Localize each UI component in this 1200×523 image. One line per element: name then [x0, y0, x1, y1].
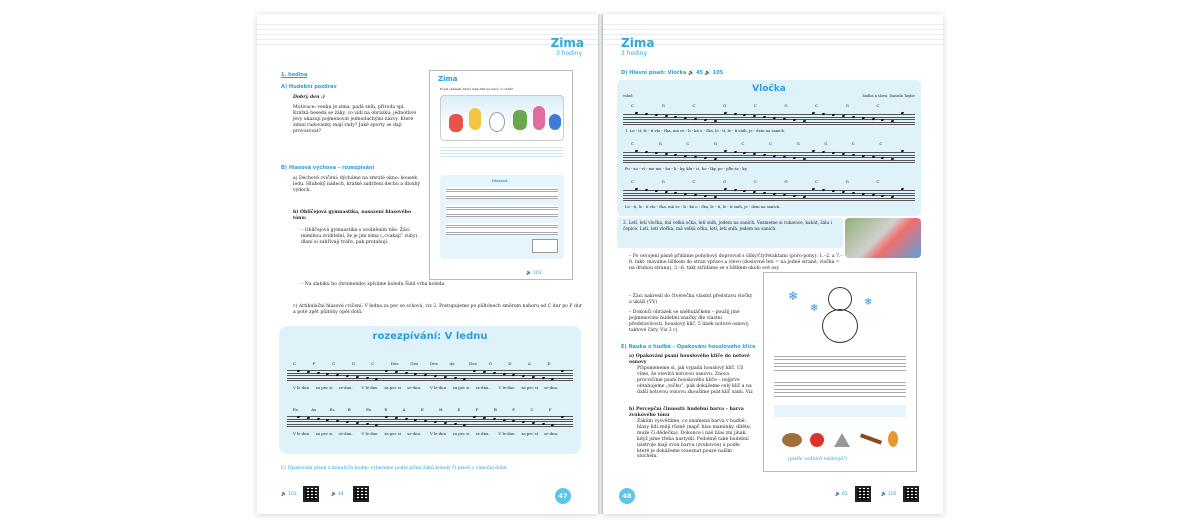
audio-number: 44 — [338, 492, 344, 497]
movement-bullet: – Po osvojení písně přidáme pohybový doprovod s úšky/čtyřetaktami (poro-pony): 1.–2. a 7.–8. takt: máváme lištkem do stran vpravo a vlevo (doslovně letí = na jedné straně, vločka = na druhou stranu), 3.–6. takt střídáme se s lištkem okolo své osy — [629, 254, 843, 271]
lyric-syllable: se-dnu. — [338, 431, 353, 436]
chord-symbol: C — [371, 361, 375, 366]
lyric-syllable: za pec si — [384, 431, 401, 436]
lyric-syllable: za pec si — [521, 431, 538, 436]
chord-symbol: G — [845, 103, 849, 108]
section-d-label: D) Hlavní píseň: Vločka — [621, 70, 687, 76]
lyric-syllable: V le-dnu — [361, 385, 378, 390]
audio-number[interactable]: 105 — [712, 70, 724, 76]
lyric-syllable: se-dnu. — [475, 385, 490, 390]
section-a-heading: A) Hudební pozdrav — [281, 84, 337, 90]
warmup-panel — [279, 326, 581, 454]
chord-symbol: C — [876, 179, 880, 184]
chord-symbol: A — [527, 361, 531, 366]
snowman-head — [828, 287, 852, 311]
worksheet-caption: (podle vodních nástrojů?) — [788, 457, 848, 462]
chord-symbol: C — [879, 141, 883, 146]
workbook-inset — [429, 70, 573, 280]
chord-symbol: G — [661, 179, 665, 184]
lyric-syllable: V le-dnu — [498, 385, 515, 390]
song-lyrics-2: Po - su - ví - me mu - hu - li - ky, klu - ci, ho - lky, po - jďte ta - ky. — [625, 166, 748, 171]
clef-heading: a) Opakování psaní houslového klíče do notové osnovy — [629, 354, 750, 365]
chord-symbol: H — [439, 407, 443, 412]
lyric-syllable: se-dnu. — [338, 385, 353, 390]
qr-code[interactable] — [855, 486, 871, 502]
chord-symbol: A — [402, 407, 406, 412]
chord-symbol: C — [631, 141, 635, 146]
chord-symbol: F — [475, 407, 479, 412]
verse-2-panel — [617, 218, 843, 248]
audio-number: 65 — [842, 492, 848, 497]
chord-symbol: C — [530, 407, 534, 412]
chord-symbol: G — [845, 179, 849, 184]
chord-symbol: G — [351, 361, 355, 366]
sticks-icon — [860, 433, 882, 444]
lesson-heading: 1. hodina — [281, 72, 308, 78]
lyric-syllable: za pec si — [315, 385, 333, 390]
chord-symbol: E — [457, 407, 461, 412]
chord-symbol: As — [449, 361, 455, 366]
chord-symbol: E — [420, 407, 424, 412]
chord-symbol: C — [851, 141, 855, 146]
audio-link-103[interactable]: 🔊 103 — [281, 492, 297, 497]
drawing-bullet: – Žáci nakreslí do čtverečku vlastní představu vločky a ukáží (VV) — [629, 294, 753, 305]
chord-symbol: D — [547, 361, 551, 366]
inset-text-lines — [440, 145, 564, 157]
lyric-syllable: se-dnu. — [544, 385, 559, 390]
song-score-3 — [617, 178, 921, 214]
chord-symbol: C — [631, 179, 635, 184]
left-page — [257, 14, 598, 514]
chord-symbol: C — [876, 103, 880, 108]
lyric-syllable: za pec si — [315, 431, 333, 436]
chord-symbol: C — [769, 141, 773, 146]
chord-symbol: Des — [430, 361, 438, 366]
chord-symbol: F — [312, 361, 316, 366]
decor-photo — [845, 218, 921, 258]
carol-note: – Na slabiku ho (hrumende) zpíváme koledu Šiml vrba koleda — [301, 282, 445, 287]
lyric-syllable: V le-dnu — [293, 385, 310, 390]
lyric-syllable: za pec si — [452, 431, 470, 436]
clef-practice-staff-2 — [774, 379, 906, 397]
song-panel — [617, 80, 921, 216]
chord-symbol: Des — [469, 361, 477, 366]
chord-symbol: C — [815, 103, 819, 108]
section-c-text: C) Opakování písně z minulých hodin: vybereme podle přání žáků koledy či píseň o vánoční době — [281, 466, 507, 471]
chord-symbol: C — [815, 179, 819, 184]
maraca-icon — [810, 433, 824, 447]
greeting-text: Dobrý den :) — [293, 95, 325, 100]
timbre-heading: b) Percepční činnosti: hudební barva – barva zvukového tónu — [629, 407, 744, 418]
articulation-exercise: c) Artikulační hlasové cvičení: V ledna za pec se schová, viz 2. Postupujeme po půltónech směrem nahoru od C dur po F dur a poté zpět půltóny opět dolů. — [293, 304, 583, 315]
audio-number: 103 — [288, 492, 297, 497]
breathing-exercise: a) Dechové cvičení: dýcháme na zmrzlé okno: kousek ledu. Hluboký nádech, krátké zadržení dechu a dlouhý výdech. — [293, 176, 421, 193]
chord-symbol: G — [784, 103, 788, 108]
song-author: hudba a slova: Daniela Taylor — [862, 94, 915, 98]
snowman-body — [822, 309, 858, 343]
triangle-icon — [834, 433, 850, 447]
chord-symbol: F — [548, 407, 552, 412]
chord-symbol: Es — [293, 407, 298, 412]
chord-symbol: C — [741, 141, 745, 146]
song-tempo: volně — [623, 94, 633, 98]
worksheet-inset — [763, 272, 917, 472]
audio-link[interactable]: 🔊 105 — [881, 492, 897, 497]
page-number: 47 — [555, 488, 571, 504]
note-box — [774, 405, 906, 417]
chord-symbol: B — [493, 407, 497, 412]
lyric-syllable: V le-dnu — [293, 431, 310, 436]
timbre-text: Žákům vysvětlíme, co znamená barva v hudbě: hlasy lidí znějí různě (např. hlas maminky, dítěte, muže či dědečka). Dokonce i náš hlas zní jinak, když jsme třeba nastydlí. Podobně také hudební nástroje mají svou barvu (zvukovou) a podle které je dokážeme rozeznat pouze naším sluchem. — [637, 419, 752, 460]
lyric-syllable: se-dnu. — [407, 431, 422, 436]
lyric-syllable: za pec si — [452, 385, 470, 390]
chord-symbol: G — [488, 361, 492, 366]
page-title: Zima — [621, 36, 655, 50]
lyric-syllable: se-dnu. — [407, 385, 422, 390]
snowflake-icon: ❄ — [810, 303, 819, 314]
staff-lines — [287, 416, 573, 426]
chord-symbol: C — [692, 179, 696, 184]
winter-illustration — [440, 95, 564, 141]
chord-symbol: D — [508, 361, 512, 366]
audio-link-44[interactable]: 🔊 44 — [331, 492, 344, 497]
chord-symbol: G — [658, 141, 662, 146]
clef-text: Připomeneme si, jak vypadá houslový klíč. Už víme, že otevírá notovou osnovu. Znova procvičíme psaní houslového klíče – nejprve obtahujeme „tečku“, pak dokážeme celý klíč a na další notovou osnovu zkoušíme psát klíč sami. Viz — [637, 366, 753, 395]
page-subtitle: 3 hodiny — [621, 50, 648, 57]
lyric-syllable: se-dnu. — [475, 431, 490, 436]
face-gym-heading: b) Obličejová gymnastika, nasazení hlasového tónu: — [293, 210, 412, 221]
song-score-1 — [617, 102, 921, 138]
lyric-syllable: za pec si — [384, 385, 401, 390]
chord-symbol: G — [713, 141, 717, 146]
warmup-score-1 — [279, 360, 581, 400]
page-number: 48 — [619, 488, 635, 504]
audio-number[interactable]: 45 — [696, 70, 704, 76]
chord-symbol: C — [686, 141, 690, 146]
section-b-heading: B) Hlasová výchova – rozezpívání — [281, 165, 375, 171]
song-lyrics-1: 1. Le - tí, le - tí vlo - čka, má ve - li - ká o - čka, le - tí, le - tí sníh, je - dem na saních. — [625, 128, 786, 133]
chord-symbol: Ges — [410, 361, 419, 366]
chord-symbol: F — [512, 407, 515, 412]
page-subtitle: 3 hodiny — [555, 50, 582, 57]
snowflake-icon: ❄ — [864, 297, 873, 308]
chord-symbol: C — [293, 361, 297, 366]
staff-lines — [287, 370, 573, 380]
inset-audio-number: 103 — [533, 271, 542, 276]
chord-symbol: G — [784, 179, 788, 184]
chord-symbol: G — [661, 103, 665, 108]
clef-practice-staff-1 — [774, 353, 906, 371]
warmup-title: rozezpívání: V lednu — [372, 331, 488, 342]
page-title: Zima — [550, 36, 584, 50]
drum-icon — [782, 433, 802, 447]
chord-symbol: C — [692, 103, 696, 108]
qr-code[interactable] — [303, 486, 319, 502]
chord-symbol: E — [384, 407, 388, 412]
song-lyrics-3: Le - tí, le - tí vlo - čka, má ve - li - ká o - čka, le - tí, le - tí sníh, je - dem na saních. — [625, 204, 781, 209]
chord-symbol: G — [824, 141, 828, 146]
song-title: Vločka — [752, 84, 786, 94]
chord-symbol: G — [796, 141, 800, 146]
decorative-lines — [257, 20, 598, 64]
audio-link[interactable]: 🔊 65 — [835, 492, 848, 497]
chord-symbol: B — [347, 407, 351, 412]
inset-score-panel — [440, 175, 564, 259]
chord-symbol: As — [311, 407, 317, 412]
chord-symbol: C — [332, 361, 336, 366]
inset-audio-link[interactable]: 🔊 103 — [526, 271, 542, 276]
lyric-syllable: V le-dnu — [430, 385, 447, 390]
chord-symbol: Des — [390, 361, 399, 366]
lyric-syllable: V le-dnu — [430, 431, 447, 436]
snowman-bullet: – Dokonči obrázek se sněhuláčkem – použij jiné pojmenování hudební značky dle vlastní představivosti, houslový klíč, 5 linek notové osnovy, taktové čáry. Viz 3 c) — [629, 310, 750, 333]
lyric-syllable: V le-dnu — [498, 431, 515, 436]
chord-symbol: G — [723, 103, 727, 108]
face-gym-text: – Obličejová gymnastika s uvolněním tiše. Žáci mimikou zviditelní, že je jim zima („cvakají“ zuby), dlaní si zahřívají tváře, pak protahují. — [301, 228, 419, 245]
inset-title: Zima — [438, 75, 458, 83]
section-d-heading: D) Hlavní píseň: Vločka 🔊 45 🔊 105 — [621, 70, 724, 76]
right-page — [603, 14, 943, 514]
chord-symbol: Es — [329, 407, 335, 412]
section-e-heading: E) Nauka o hudbě – Opakování houslového klíče — [621, 344, 756, 350]
chord-symbol: C — [753, 179, 757, 184]
chord-symbol: C — [753, 103, 757, 108]
warmup-score-2 — [279, 406, 581, 446]
inset-caption: Popiš obrázek, který mají děti na sobě, co vidíš? — [440, 87, 514, 91]
lyric-syllable: za pec si — [521, 385, 538, 390]
shaker-icon — [888, 431, 898, 447]
chord-symbol: G — [723, 179, 727, 184]
verse-2-text: 2. Letí, letí vločka, má velká očka, letí sníh, jedem na saních. Vezmeme si rukavice, kabát, šálu i čepice. Letí, letí vločka, má velká očka, letí, letí sníh, jedem na saních. — [623, 221, 833, 232]
snowflake-icon: ❄ — [788, 289, 799, 303]
chord-symbol: C — [631, 103, 635, 108]
lyric-syllable: se-dnu. — [544, 431, 559, 436]
chord-symbol: Es — [366, 407, 372, 412]
song-score-2 — [617, 140, 921, 176]
lyric-syllable: V le-dnu — [361, 431, 378, 436]
inset-voice-title: Hlasová — [492, 179, 508, 183]
qr-code[interactable] — [903, 486, 919, 502]
qr-code[interactable] — [353, 486, 369, 502]
motivation-text: Motivace: venku je zima, padá sníh, příroda spí. Krátká beseda se žáky, co vidí na obrázku; jednotlivé jevy ukazují pojmenovat jednoduchými názvy. Které zimní radovánky mají rády? Jaké sporty se dají provozovat? — [293, 105, 417, 134]
audio-number: 105 — [888, 492, 897, 497]
